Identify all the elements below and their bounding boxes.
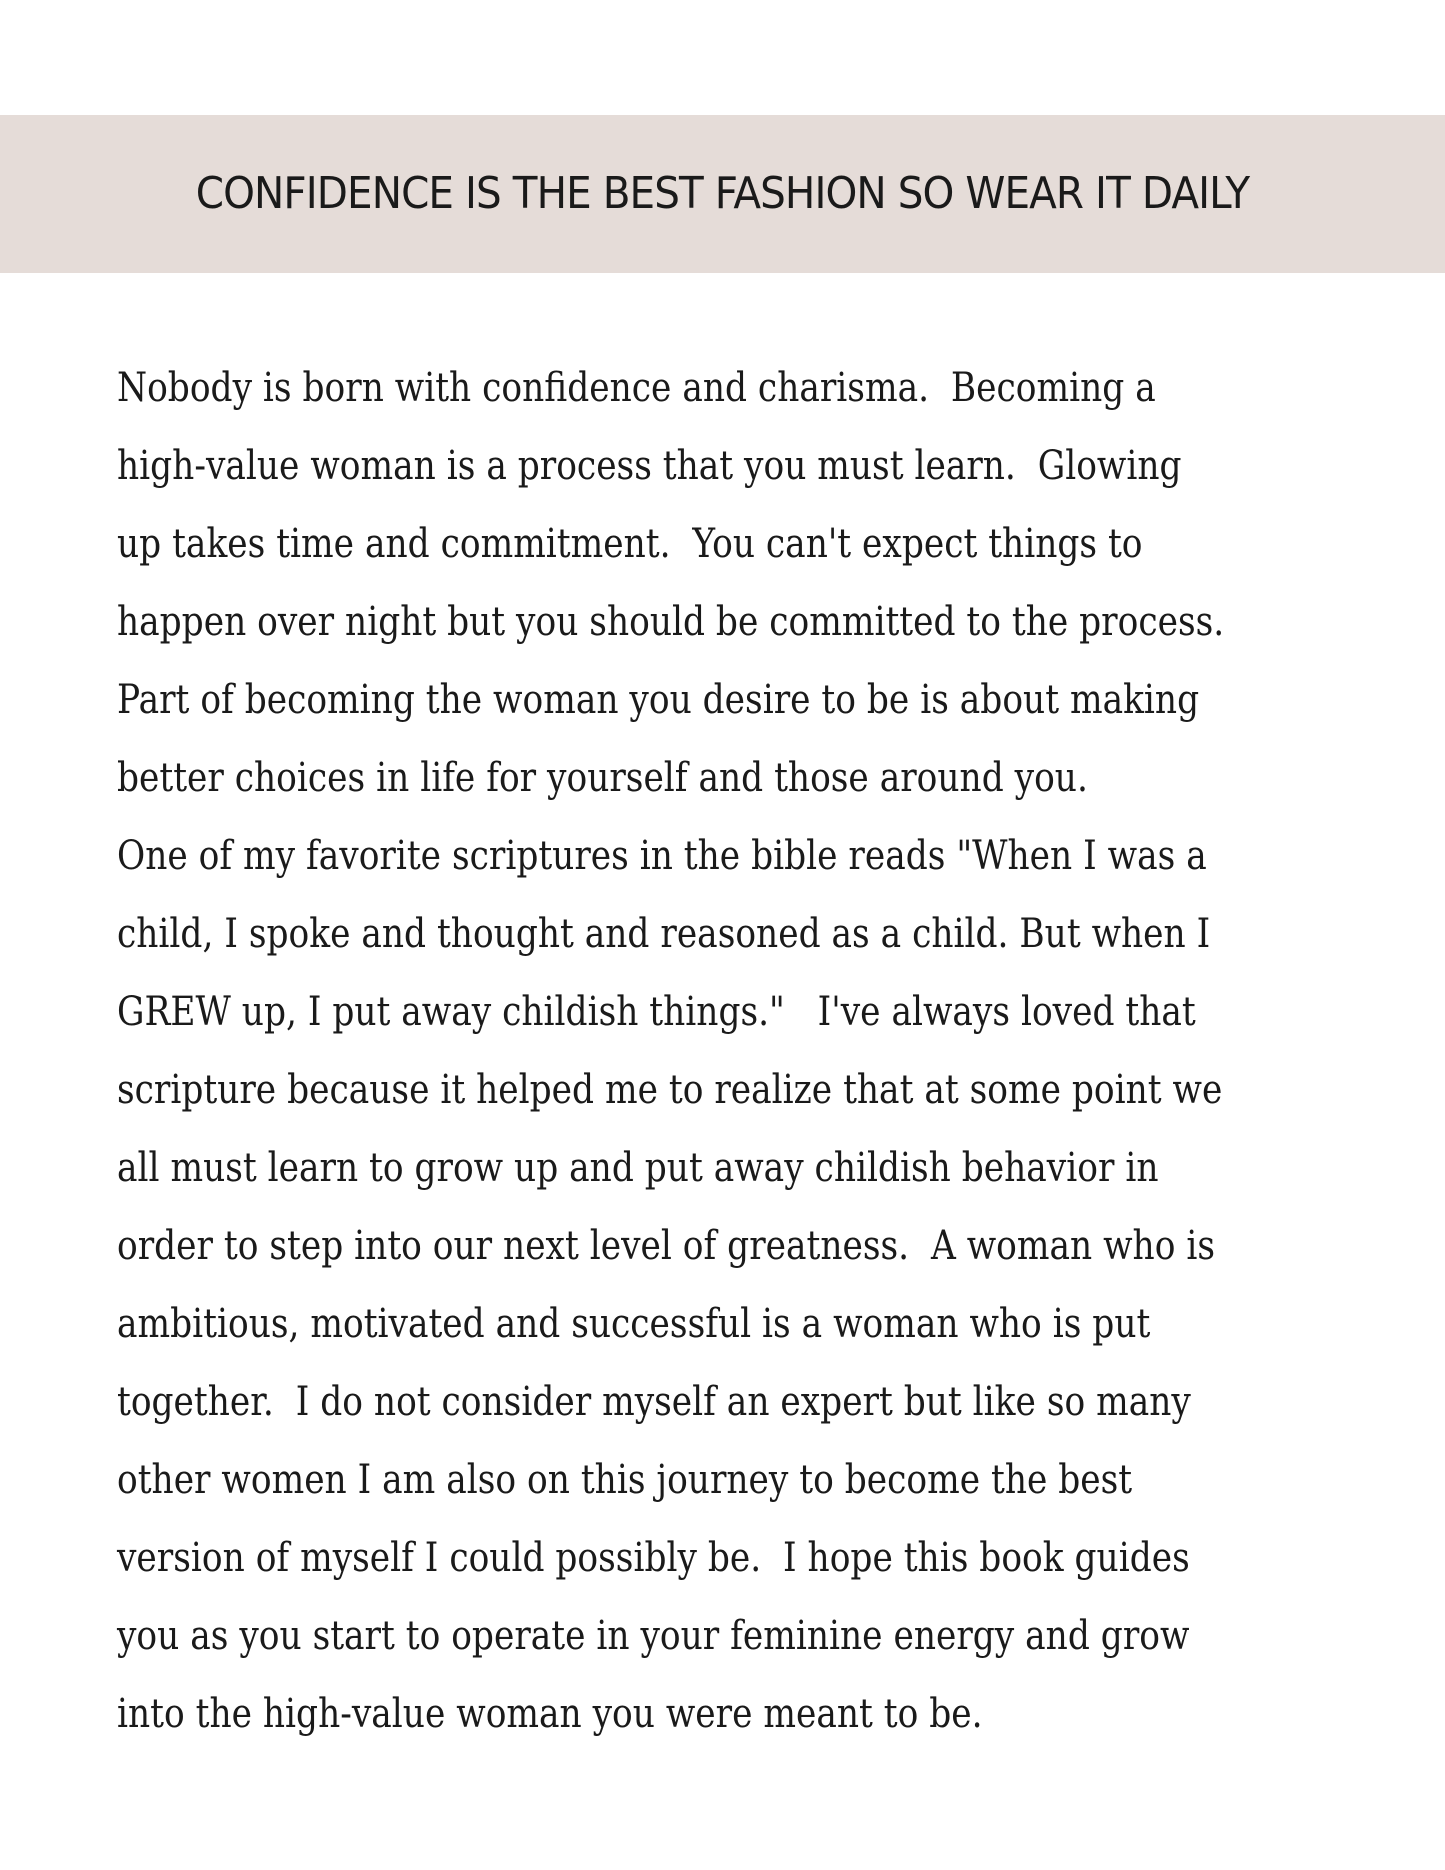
- text-line: high-value woman is a process that you must learn. Glowing: [117, 443, 1182, 489]
- text-line: happen over night but you should be committed to the process.: [117, 599, 1225, 645]
- text-line: better choices in life for yourself and those around you.: [117, 755, 1088, 801]
- title-banner: [0, 115, 1445, 273]
- text-line: all must learn to grow up and put away childish behavior in: [117, 1145, 1159, 1191]
- page-title: CONFIDENCE IS THE BEST FASHION SO WEAR IT DAILY: [195, 168, 1250, 219]
- text-line: child, I spoke and thought and reasoned as a child. But when I: [117, 911, 1211, 957]
- text-line: version of myself I could possibly be. I hope this book guides: [117, 1535, 1190, 1581]
- text-line: order to step into our next level of greatness. A woman who is: [117, 1223, 1216, 1269]
- text-line: into the high-value woman you were meant to be.: [117, 1691, 983, 1737]
- text-line: Nobody is born with confidence and charisma. Becoming a: [117, 365, 1156, 411]
- text-line: ambitious, motivated and successful is a woman who is put: [117, 1301, 1151, 1347]
- text-line: scripture because it helped me to realize that at some point we: [117, 1067, 1223, 1113]
- text-line: GREW up, I put away childish things." I've always loved that: [117, 989, 1196, 1035]
- text-line: One of my favorite scriptures in the bible reads "When I was a: [117, 833, 1207, 879]
- text-line: together. I do not consider myself an expert but like so many: [117, 1379, 1191, 1425]
- body-paragraph: [117, 349, 1357, 1753]
- text-line: Part of becoming the woman you desire to be is about making: [117, 677, 1200, 723]
- text-line: you as you start to operate in your feminine energy and grow: [117, 1613, 1190, 1659]
- text-line: up takes time and commitment. You can't expect things to: [117, 521, 1143, 567]
- text-line: other women I am also on this journey to become the best: [117, 1457, 1133, 1503]
